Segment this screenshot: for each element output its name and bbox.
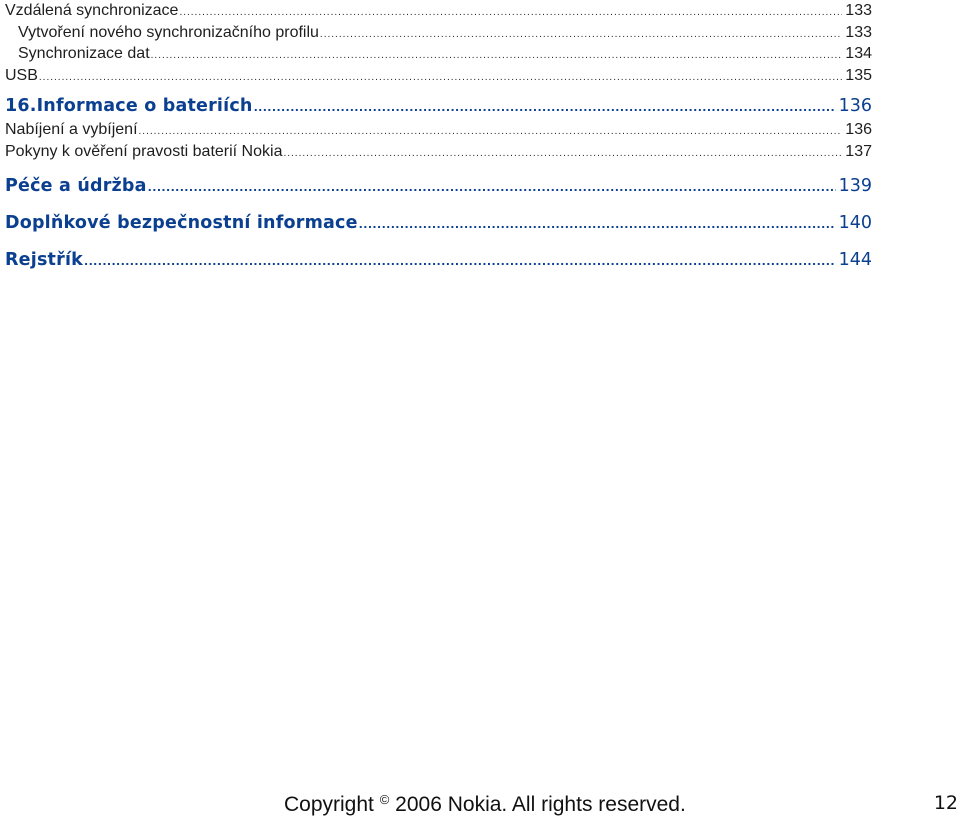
toc-chapter-entry[interactable] xyxy=(5,95,872,119)
table-of-contents xyxy=(5,0,872,273)
toc-entry-page: 136 xyxy=(845,121,872,138)
toc-chapter-page: 144 xyxy=(838,250,872,270)
toc-entry-title: Vytvoření nového synchronizačního profilu xyxy=(18,23,319,41)
toc-leader-dots xyxy=(148,177,836,199)
toc-entry-title: Synchronizace dat xyxy=(18,45,150,62)
toc-entry-title: Nabíjení a vybíjení xyxy=(5,121,138,138)
toc-chapter-entry[interactable] xyxy=(5,249,872,273)
toc-chapter-page: 139 xyxy=(838,176,872,196)
toc-entry-page: 137 xyxy=(845,142,872,160)
toc-chapter-page: 140 xyxy=(838,213,872,233)
toc-entry[interactable] xyxy=(5,65,872,87)
page-footer xyxy=(0,788,960,818)
toc-leader-dots xyxy=(84,251,836,273)
toc-entry[interactable] xyxy=(5,141,872,163)
toc-leader-dots xyxy=(283,143,842,165)
copyright-suffix: 2006 Nokia. All rights reserved. xyxy=(395,793,686,816)
toc-chapter-title: Péče a údržba xyxy=(5,176,147,196)
toc-entry-title: Pokyny k ověření pravosti baterií Nokia xyxy=(5,142,283,160)
toc-leader-dots xyxy=(179,2,842,24)
toc-leader-dots xyxy=(139,121,843,143)
toc-leader-dots xyxy=(39,67,842,89)
toc-entry-page: 133 xyxy=(845,2,872,19)
toc-leader-dots xyxy=(151,45,843,67)
toc-leader-dots xyxy=(320,24,842,46)
toc-leader-dots xyxy=(359,214,836,236)
copyright-notice xyxy=(284,792,686,817)
toc-entry[interactable] xyxy=(5,43,872,65)
toc-chapter-title: Rejstřík xyxy=(5,250,83,270)
toc-entry-title: Vzdálená synchronizace xyxy=(5,2,179,19)
toc-entry[interactable] xyxy=(5,22,872,44)
toc-entry-page: 134 xyxy=(845,45,872,62)
toc-chapter-title: Doplňkové bezpečnostní informace xyxy=(5,213,358,233)
toc-chapter-page: 136 xyxy=(838,96,872,116)
toc-entry-page: 133 xyxy=(845,23,872,41)
page-number: 12 xyxy=(933,792,958,814)
copyright-symbol: © xyxy=(379,792,390,807)
toc-chapter-entry[interactable] xyxy=(5,175,872,199)
toc-leader-dots xyxy=(254,97,836,119)
toc-entry-title: USB xyxy=(5,66,38,84)
toc-entry[interactable] xyxy=(5,119,872,141)
toc-chapter-title: 16.Informace o bateriích xyxy=(5,96,253,116)
copyright-prefix: Copyright xyxy=(284,793,374,816)
toc-chapter-entry[interactable] xyxy=(5,212,872,236)
toc-entry[interactable] xyxy=(5,0,872,22)
toc-entry-page: 135 xyxy=(845,66,872,84)
